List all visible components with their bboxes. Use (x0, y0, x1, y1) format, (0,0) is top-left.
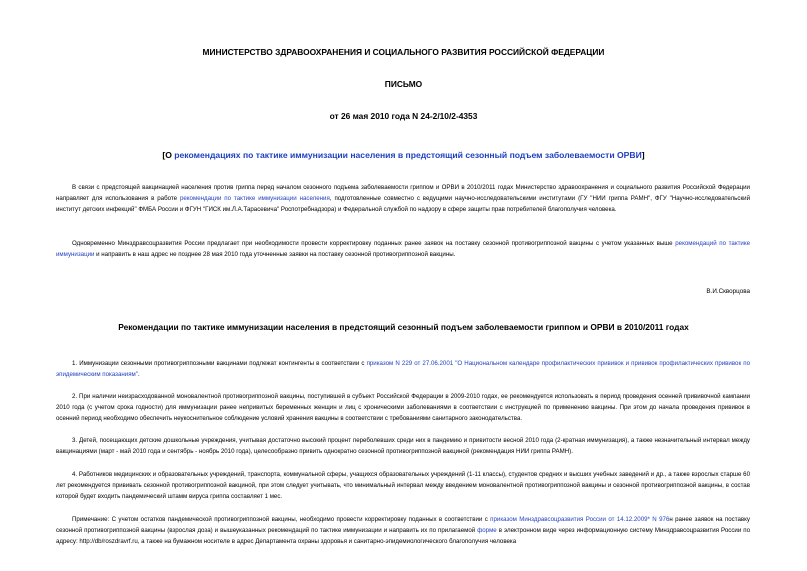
ministry-heading: МИНИСТЕРСТВО ЗДРАВООХРАНЕНИЯ И СОЦИАЛЬНОГО РАЗВИТИЯ РОССИЙСКОЙ ФЕДЕРАЦИИ (202, 47, 605, 57)
item1-text-before: 1. Иммунизации сезонными противогриппозными вакцинами подлежат контингенты в соответствии с (72, 360, 367, 367)
recommendation-item-2: 2. При наличии неизрасходованной моновалентной противогриппозной вакцины, поступившей в субъект Российской Федерации в 2009-2010 годах, ее рекомендуется использовать в период проведения осенней прививочной кампании 2010 года (с учетом срока годности) для иммунизации ранее непривитых беременных женщин и лиц с хроническими заболеваниями в соответствии с инструкцией по применению вакцины. При этом до начала проведения прививок в осенний период необходимо обеспечить неукоснительное соблюдение условий хранения вакцины в соответствии с требованиями санитарного законодательства. (56, 393, 750, 423)
signature: В.И.Скворцова (706, 288, 750, 295)
note-text-after: в электронном виде через информационную систему Минздравсоцразвития России по адресу: http://db/roszdravrf.ru, а также на бумажном носителе в адрес Департамента охраны здоровья и санитарно-эпидемиологического благополучия человека (56, 527, 750, 546)
title-prefix: О (165, 150, 175, 160)
order-229-link[interactable]: приказом N 229 от 27.06.2001 "О Национальном календаре профилактических прививок и прививок профилактических прививок по эпидемическим показаниям" (56, 360, 750, 379)
order-976-link[interactable]: приказом Минздравсоцразвития России от 14.12.2009* N 976 (490, 516, 670, 523)
document-date-number: от 26 мая 2010 года N 24-2/10/2-4353 (329, 111, 478, 121)
form-link[interactable]: форме (477, 527, 497, 535)
title-bracket-open: [ (162, 150, 166, 160)
recommendation-item-3: 3. Детей, посещающих детские дошкольные учреждения, учитывая достаточно высокий процент переболевших среди них в пандемию и привитости весной 2010 года (2-кратная иммунизация), а также незначительный интервал между вакцинациями (март - май 2010 года и сентябрь - ноябрь 2010 года), целесообразно привить однократно сезонной противогриппозной вакциной (рекомендация НИИ гриппа РАМН). (56, 437, 750, 456)
title-link[interactable]: рекомендациях по тактике иммунизации населения в предстоящий сезонный подъем заболеваемости ОРВИ (174, 150, 642, 160)
recommendation-item-4: 4. Работников медицинских и образовательных учреждений, транспорта, коммунальной сферы, учащихся образовательных учреждений (1-11 классы), студентов средних и высших учебных заведений и др., а также взрослых старше 60 лет рекомендуется прививать сезонной противогриппозной вакциной, при этом следует учитывать, что минимальный интервал между введением моновалентной противогриппозной вакцины и сезонной противогриппозной вакцины, в состав которой будет входить пандемический штамм вируса гриппа составляет 1 мес. (56, 471, 750, 501)
letter-p2-text-after: и направить в наш адрес не позднее 28 мая 2010 года уточненные заявки на поставку сезонной противогриппозной вакцины. (94, 251, 456, 259)
letter-p1-text-before: В связи с предстоящей вакцинацией населения против гриппа перед началом сезонного подъема заболеваемости гриппом и ОРВИ в 2010/2011 годах Министерство здравоохранения и социального развития Российской Федерации направляет для использования в работе (56, 184, 750, 203)
document-title (0, 150, 807, 160)
recommendations-heading: Рекомендации по тактике иммунизации населения в предстоящий сезонный подъем заболеваемости гриппом и ОРВИ в 2010/2011 годах (118, 322, 689, 332)
note-text-middle: н ранее заявок на поставку сезонной противогриппозной вакцины (взрослая доза) и вышеуказанных рекомендаций по тактике иммунизации и направить их по прилагаемой (56, 516, 750, 535)
letter-p2-text-before: Одновременно Минздравсоцразвития России предлагает при необходимости провести корректировку поданных ранее заявок на поставку сезонной противогриппозной вакцины с учетом указанных выше (72, 240, 676, 247)
letter-paragraph-2 (56, 238, 750, 260)
note-text-before: Примечание: С учетом остатков пандемической противогриппозной вакцины, необходимо провести корректировку поданных в соответствии с (72, 516, 491, 523)
letter-p1-text-after: , подготовленные совместно с ведущими научно-исследовательскими институтами (ГУ "НИИ гриппа РАМН", ФГУ "Научно-исследовательский институт детских инфекций" ФМБА России и ФГУН "ГИСК им.Л.А.Тарасевича" Роспотребнадзора) и Федеральной службой по надзору в сфере защиты прав потребителей благополучия человека. (56, 195, 750, 214)
recommendation-item-1 (56, 358, 750, 380)
immunization-tactics-link[interactable]: рекомендаций по тактике иммунизации (56, 240, 750, 259)
title-bracket-close: ] (641, 150, 645, 160)
recommendations-link[interactable]: рекомендации по тактике иммунизации населения (179, 195, 330, 203)
letter-paragraph-1 (56, 182, 750, 216)
document-type: ПИСЬМО (384, 79, 423, 89)
recommendation-note (56, 514, 750, 548)
item1-text-after: . (137, 371, 140, 379)
